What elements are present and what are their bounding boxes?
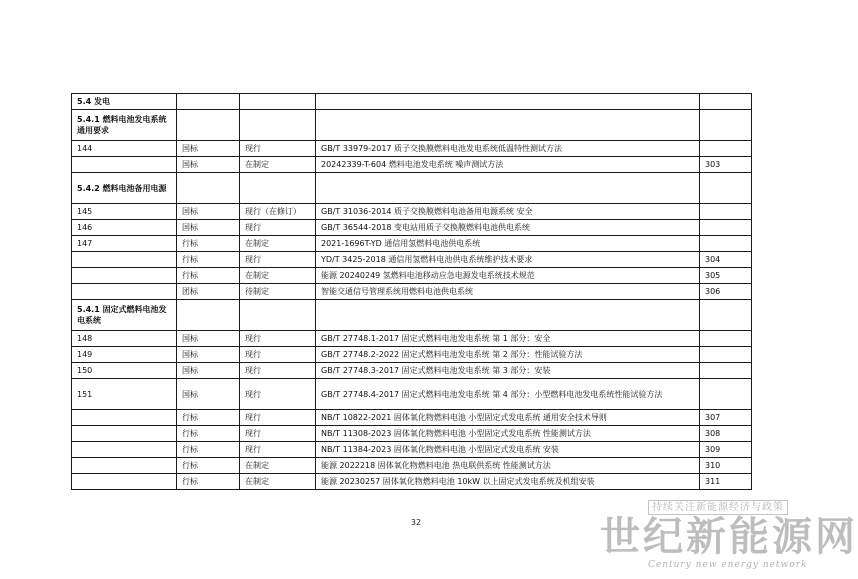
table-row	[72, 236, 752, 252]
category-cell: 国标	[177, 379, 240, 410]
status-cell: 在制定	[240, 268, 316, 284]
status-cell	[240, 173, 316, 204]
status-cell	[240, 94, 316, 110]
table-row	[72, 284, 752, 300]
watermark-slogan: 持续关注新能源经济与政策	[648, 500, 788, 515]
standard-cell: GB/T 27748.3-2017 固定式燃料电池发电系统 第 3 部分：安装	[316, 363, 700, 379]
standard-cell: GB/T 27748.2-2022 固定式燃料电池发电系统 第 2 部分：性能试验方法	[316, 347, 700, 363]
number-cell	[72, 426, 177, 442]
status-cell: 现行	[240, 347, 316, 363]
standard-cell: 能源 2022218 固体氧化物燃料电池 热电联供系统 性能测试方法	[316, 458, 700, 474]
category-cell: 行标	[177, 252, 240, 268]
table-row	[72, 157, 752, 173]
ref-cell: 306	[700, 284, 752, 300]
number-cell	[72, 442, 177, 458]
table-row	[72, 331, 752, 347]
status-cell: 现行	[240, 410, 316, 426]
standard-cell: 能源 20240249 氢燃料电池移动应急电源发电系统技术规范	[316, 268, 700, 284]
ref-cell	[700, 379, 752, 410]
standard-cell: GB/T 27748.4-2017 固定式燃料电池发电系统 第 4 部分：小型燃料电池发电系统性能试验方法	[316, 379, 700, 410]
number-cell: 149	[72, 347, 177, 363]
status-cell: 在制定	[240, 236, 316, 252]
status-cell	[240, 110, 316, 141]
standard-cell: 智能交通信号管理系统用燃料电池供电系统	[316, 284, 700, 300]
number-cell: 150	[72, 363, 177, 379]
ref-cell: 304	[700, 252, 752, 268]
category-cell: 团标	[177, 284, 240, 300]
category-cell: 国标	[177, 141, 240, 157]
status-cell: 现行	[240, 252, 316, 268]
standard-cell: GB/T 33979-2017 质子交换膜燃料电池发电系统低温特性测试方法	[316, 141, 700, 157]
category-cell	[177, 300, 240, 331]
ref-cell: 310	[700, 458, 752, 474]
standard-cell: GB/T 27748.1-2017 固定式燃料电池发电系统 第 1 部分：安全	[316, 331, 700, 347]
ref-cell	[700, 94, 752, 110]
ref-cell	[700, 363, 752, 379]
number-cell: 144	[72, 141, 177, 157]
table-row	[72, 268, 752, 284]
category-cell: 行标	[177, 426, 240, 442]
status-cell	[240, 300, 316, 331]
ref-cell	[700, 300, 752, 331]
ref-cell: 305	[700, 268, 752, 284]
table-row	[72, 426, 752, 442]
watermark-name: 世纪新能源网	[600, 513, 858, 560]
status-cell: 在制定	[240, 458, 316, 474]
category-cell	[177, 94, 240, 110]
status-cell: 现行（在修订）	[240, 204, 316, 220]
category-cell: 行标	[177, 474, 240, 490]
section-row	[72, 110, 752, 141]
number-cell: 147	[72, 236, 177, 252]
standard-cell: NB/T 10822-2021 固体氧化物燃料电池 小型固定式发电系统 通用安全技术导则	[316, 410, 700, 426]
table-row	[72, 442, 752, 458]
status-cell: 现行	[240, 426, 316, 442]
ref-cell: 307	[700, 410, 752, 426]
number-cell	[72, 284, 177, 300]
ref-cell: 311	[700, 474, 752, 490]
standard-cell: GB/T 31036-2014 质子交换膜燃料电池备用电源系统 安全	[316, 204, 700, 220]
watermark-logo	[578, 500, 858, 576]
number-cell	[72, 157, 177, 173]
section-row	[72, 300, 752, 331]
table-row	[72, 252, 752, 268]
table-row	[72, 141, 752, 157]
number-cell	[72, 474, 177, 490]
status-cell: 现行	[240, 141, 316, 157]
table-row	[72, 347, 752, 363]
category-cell: 行标	[177, 442, 240, 458]
status-cell: 现行	[240, 220, 316, 236]
ref-cell: 308	[700, 426, 752, 442]
ref-cell: 303	[700, 157, 752, 173]
category-cell: 行标	[177, 236, 240, 252]
number-cell: 148	[72, 331, 177, 347]
category-cell: 国标	[177, 347, 240, 363]
number-cell: 146	[72, 220, 177, 236]
category-cell: 行标	[177, 410, 240, 426]
ref-cell	[700, 220, 752, 236]
section-title: 5.4.2 燃料电池备用电源	[72, 173, 177, 204]
standards-table	[71, 93, 752, 490]
table-row	[72, 410, 752, 426]
category-cell	[177, 110, 240, 141]
status-cell: 待制定	[240, 284, 316, 300]
section-row	[72, 94, 752, 110]
standard-cell	[316, 173, 700, 204]
ref-cell	[700, 173, 752, 204]
standard-cell: 2021-1696T-YD 通信用氢燃料电池供电系统	[316, 236, 700, 252]
number-cell: 145	[72, 204, 177, 220]
table-row	[72, 363, 752, 379]
ref-cell	[700, 331, 752, 347]
status-cell: 现行	[240, 379, 316, 410]
standard-cell	[316, 110, 700, 141]
ref-cell	[700, 204, 752, 220]
section-title: 5.4.1 固定式燃料电池发电系统	[72, 300, 177, 331]
watermark-name-en: Century new energy network	[648, 560, 808, 570]
category-cell: 国标	[177, 363, 240, 379]
ref-cell	[700, 347, 752, 363]
number-cell	[72, 252, 177, 268]
standard-cell	[316, 94, 700, 110]
standard-cell: 20242339-T-604 燃料电池发电系统 噪声测试方法	[316, 157, 700, 173]
section-title: 5.4.1 燃料电池发电系统通用要求	[72, 110, 177, 141]
number-cell: 151	[72, 379, 177, 410]
table-row	[72, 204, 752, 220]
table-row	[72, 458, 752, 474]
status-cell: 在制定	[240, 157, 316, 173]
standard-cell: 能源 20230257 固体氧化物燃料电池 10kW 以上固定式发电系统及机组安装	[316, 474, 700, 490]
status-cell: 在制定	[240, 474, 316, 490]
category-cell: 国标	[177, 204, 240, 220]
standard-cell	[316, 300, 700, 331]
category-cell: 行标	[177, 268, 240, 284]
standard-cell: NB/T 11308-2023 固体氧化物燃料电池 小型固定式发电系统 性能测试方法	[316, 426, 700, 442]
status-cell: 现行	[240, 363, 316, 379]
category-cell: 行标	[177, 458, 240, 474]
status-cell: 现行	[240, 331, 316, 347]
ref-cell	[700, 141, 752, 157]
ref-cell	[700, 236, 752, 252]
category-cell: 国标	[177, 157, 240, 173]
table-row	[72, 474, 752, 490]
ref-cell	[700, 110, 752, 141]
category-cell: 国标	[177, 331, 240, 347]
category-cell: 国标	[177, 220, 240, 236]
status-cell: 现行	[240, 442, 316, 458]
number-cell	[72, 458, 177, 474]
page-number: 32	[410, 518, 422, 527]
table-row	[72, 220, 752, 236]
ref-cell: 309	[700, 442, 752, 458]
category-cell	[177, 173, 240, 204]
section-row	[72, 173, 752, 204]
section-title: 5.4 发电	[72, 94, 177, 110]
standard-cell: YD/T 3425-2018 通信用氢燃料电池供电系统维护技术要求	[316, 252, 700, 268]
number-cell	[72, 410, 177, 426]
number-cell	[72, 268, 177, 284]
table-row	[72, 379, 752, 410]
standard-cell: GB/T 36544-2018 变电站用质子交换膜燃料电池供电系统	[316, 220, 700, 236]
standard-cell: NB/T 11384-2023 固体氧化物燃料电池 小型固定式发电系统 安装	[316, 442, 700, 458]
